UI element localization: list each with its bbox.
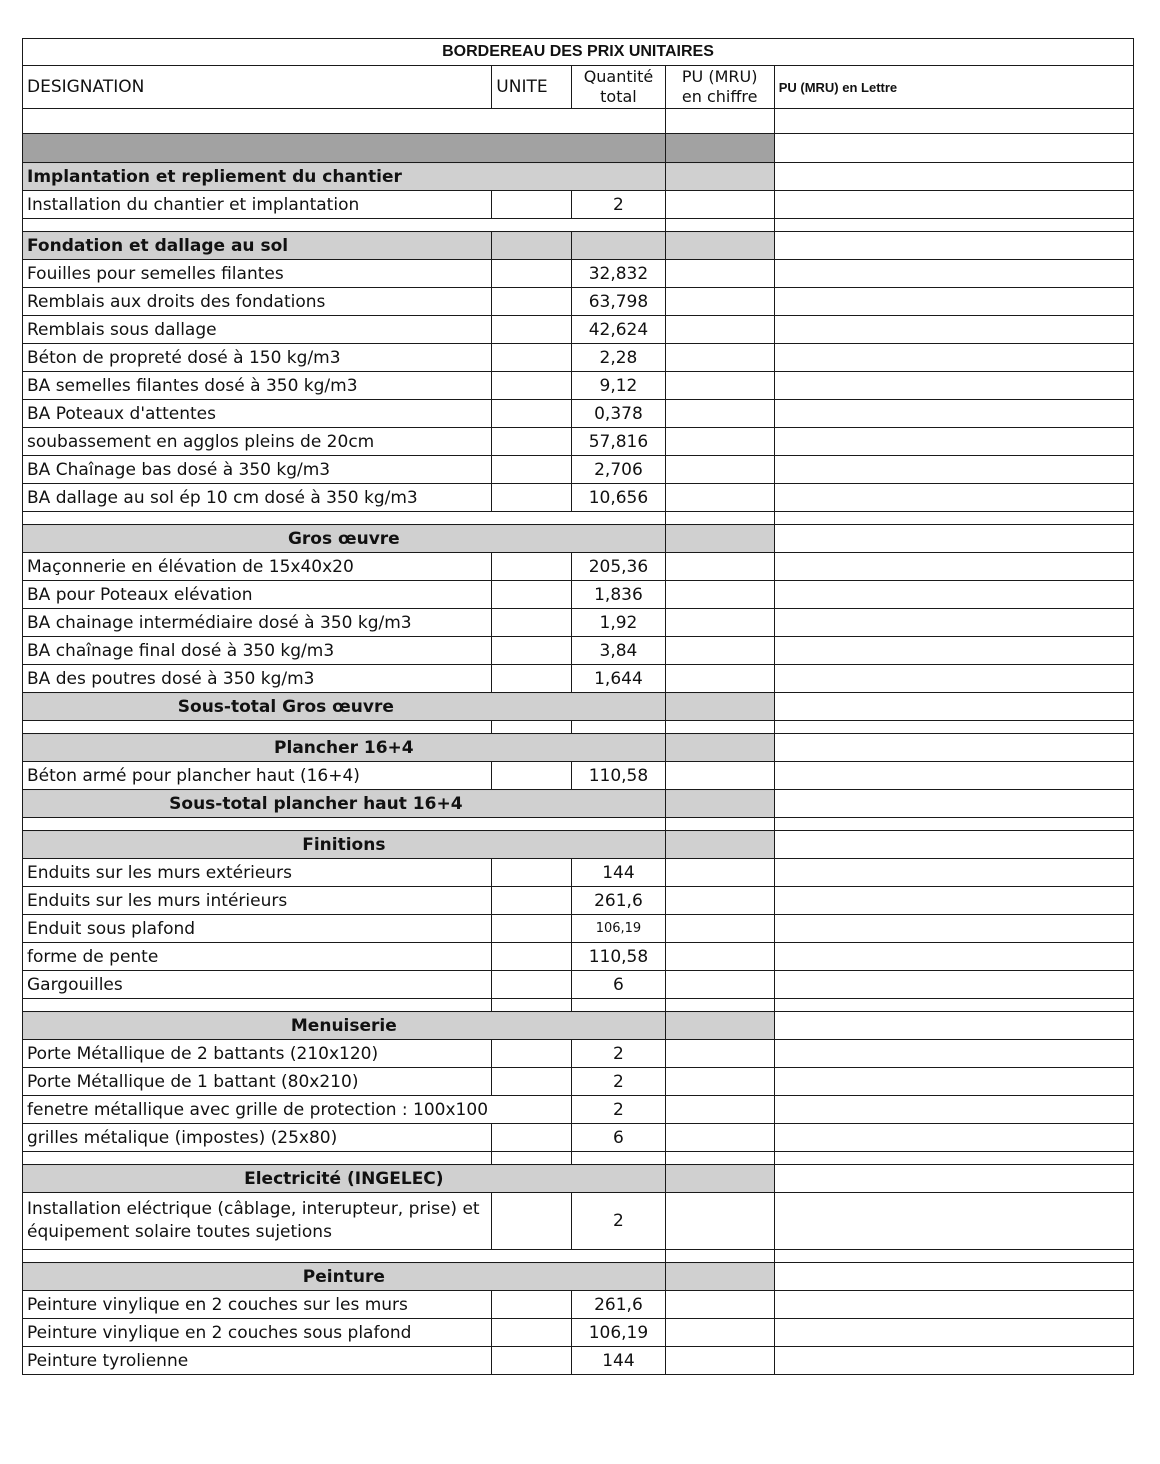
quantite-cell: 57,816 (572, 428, 665, 456)
pu-lettre-cell[interactable] (774, 637, 1133, 665)
quantite-cell: 1,644 (572, 665, 665, 693)
unite-cell[interactable] (492, 887, 572, 915)
bordereau-sheet (22, 38, 1134, 1375)
pu-lettre-cell[interactable] (774, 915, 1133, 943)
designation-cell: Peinture tyrolienne (23, 1347, 492, 1375)
table-row (23, 1319, 1134, 1347)
col-pu-chiffre (665, 66, 774, 109)
designation-cell: Fouilles pour semelles filantes (23, 260, 492, 288)
quantite-cell: 261,6 (572, 887, 665, 915)
section-title: Finitions (23, 831, 666, 859)
designation-cell: Béton armé pour plancher haut (16+4) (23, 762, 492, 790)
table-row (23, 971, 1134, 999)
quantite-cell: 1,92 (572, 609, 665, 637)
unite-cell[interactable] (492, 971, 572, 999)
pu-lettre-cell[interactable] (774, 1096, 1133, 1124)
designation-cell: Gargouilles (23, 971, 492, 999)
quantite-cell: 3,84 (572, 637, 665, 665)
designation-cell: Maçonnerie en élévation de 15x40x20 (23, 553, 492, 581)
pu-lettre-cell[interactable] (774, 609, 1133, 637)
designation-cell: forme de pente (23, 943, 492, 971)
pu-lettre-cell[interactable] (774, 1040, 1133, 1068)
table-row (23, 191, 1134, 219)
section-header-plancher (23, 734, 1134, 762)
pu-chiffre-cell[interactable] (665, 1291, 774, 1319)
section-header-peinture (23, 1263, 1134, 1291)
unite-cell[interactable] (492, 316, 572, 344)
pu-lettre-cell[interactable] (774, 859, 1133, 887)
designation-cell: BA semelles filantes dosé à 350 kg/m3 (23, 372, 492, 400)
subtotal-label: Sous-total plancher haut 16+4 (23, 790, 666, 818)
quantite-cell: 144 (572, 1347, 665, 1375)
pu-chiffre-cell[interactable] (665, 553, 774, 581)
quantite-cell: 144 (572, 859, 665, 887)
table-row (23, 260, 1134, 288)
quantite-cell: 32,832 (572, 260, 665, 288)
quantite-cell: 2 (572, 1096, 665, 1124)
subtotal-row-plancher (23, 790, 1134, 818)
pu-chiffre-cell[interactable] (665, 1040, 774, 1068)
pu-chiffre-cell[interactable] (665, 637, 774, 665)
section-title: Fondation et dallage au sol (23, 232, 492, 260)
pu-chiffre-cell[interactable] (665, 1124, 774, 1152)
designation-cell: Installation eléctrique (câblage, interupteur, prise) et équipement solaire toutes sujetions (23, 1193, 492, 1250)
table-row (23, 400, 1134, 428)
pu-chiffre-cell[interactable] (665, 1096, 774, 1124)
pu-chiffre-cell[interactable] (665, 400, 774, 428)
designation-cell: Peinture vinylique en 2 couches sous plafond (23, 1319, 492, 1347)
pu-chiffre-cell[interactable] (665, 1068, 774, 1096)
pu-chiffre-cell[interactable] (665, 971, 774, 999)
quantite-cell: 110,58 (572, 943, 665, 971)
price-table (22, 38, 1134, 1375)
pu-chiffre-cell[interactable] (665, 428, 774, 456)
designation-cell: soubassement en agglos pleins de 20cm (23, 428, 492, 456)
designation-cell: BA des poutres dosé à 350 kg/m3 (23, 665, 492, 693)
quantite-cell: 2 (572, 191, 665, 219)
unite-cell[interactable] (492, 1291, 572, 1319)
designation-cell: Enduit sous plafond (23, 915, 492, 943)
pu-lettre-cell[interactable] (774, 372, 1133, 400)
subtotal-value[interactable] (665, 693, 774, 721)
pu-chiffre-cell[interactable] (665, 344, 774, 372)
table-row (23, 1068, 1134, 1096)
pu-chiffre-cell[interactable] (665, 887, 774, 915)
pu-lettre-cell[interactable] (774, 260, 1133, 288)
quantite-cell: 63,798 (572, 288, 665, 316)
unite-cell[interactable] (492, 581, 572, 609)
unite-cell[interactable] (492, 665, 572, 693)
col-quantite-l1: Quantité (583, 67, 654, 86)
blank-row (23, 109, 1134, 134)
pu-chiffre-cell[interactable] (665, 859, 774, 887)
designation-cell: Porte Métallique de 2 battants (210x120) (23, 1040, 492, 1068)
quantite-cell: 9,12 (572, 372, 665, 400)
unite-cell[interactable] (492, 1347, 572, 1375)
unite-cell[interactable] (492, 191, 572, 219)
pu-lettre-cell[interactable] (774, 1291, 1133, 1319)
pu-chiffre-cell[interactable] (665, 260, 774, 288)
section-title: Peinture (23, 1263, 666, 1291)
table-row (23, 1291, 1134, 1319)
pu-lettre-cell[interactable] (774, 762, 1133, 790)
pu-lettre-cell[interactable] (774, 665, 1133, 693)
pu-chiffre-cell[interactable] (665, 1193, 774, 1250)
col-designation: DESIGNATION (23, 66, 492, 109)
pu-lettre-cell[interactable] (774, 971, 1133, 999)
quantite-cell: 2 (572, 1068, 665, 1096)
designation-cell: Remblais sous dallage (23, 316, 492, 344)
designation-cell: Porte Métallique de 1 battant (80x210) (23, 1068, 492, 1096)
dark-band-row (23, 134, 1134, 163)
unite-cell[interactable] (492, 943, 572, 971)
section-title: Menuiserie (23, 1012, 666, 1040)
pu-lettre-cell[interactable] (774, 1068, 1133, 1096)
section-header-electricite (23, 1165, 1134, 1193)
section-title: Electricité (INGELEC) (23, 1165, 666, 1193)
pu-chiffre-cell[interactable] (665, 943, 774, 971)
pu-chiffre-cell[interactable] (665, 372, 774, 400)
designation-cell: BA Poteaux d'attentes (23, 400, 492, 428)
table-row (23, 762, 1134, 790)
pu-lettre-cell[interactable] (774, 288, 1133, 316)
unite-cell[interactable] (492, 428, 572, 456)
quantite-cell: 205,36 (572, 553, 665, 581)
table-row (23, 372, 1134, 400)
unite-cell[interactable] (492, 484, 572, 512)
unite-cell[interactable] (492, 400, 572, 428)
pu-lettre-cell[interactable] (774, 553, 1133, 581)
quantite-cell: 6 (572, 1124, 665, 1152)
quantite-cell: 2,28 (572, 344, 665, 372)
unite-cell[interactable] (492, 372, 572, 400)
table-row (23, 553, 1134, 581)
pu-lettre-cell[interactable] (774, 316, 1133, 344)
section-header-gros-oeuvre (23, 525, 1134, 553)
designation-cell: BA chainage intermédiaire dosé à 350 kg/m3 (23, 609, 492, 637)
table-row (23, 344, 1134, 372)
section-title: Plancher 16+4 (23, 734, 666, 762)
quantite-cell: 1,836 (572, 581, 665, 609)
unite-cell[interactable] (492, 456, 572, 484)
table-row (23, 484, 1134, 512)
pu-lettre-cell[interactable] (774, 943, 1133, 971)
table-row (23, 915, 1134, 943)
col-pu-lettre: PU (MRU) en Lettre (774, 66, 1133, 109)
table-row (23, 609, 1134, 637)
table-row (23, 316, 1134, 344)
designation-cell: fenetre métallique avec grille de protection : 100x100 (23, 1096, 572, 1124)
table-row (23, 887, 1134, 915)
designation-cell: Béton de propreté dosé à 150 kg/m3 (23, 344, 492, 372)
unite-cell[interactable] (492, 1040, 572, 1068)
designation-cell: BA pour Poteaux elévation (23, 581, 492, 609)
table-row (23, 1096, 1134, 1124)
pu-lettre-cell[interactable] (774, 1347, 1133, 1375)
pu-lettre-cell[interactable] (774, 400, 1133, 428)
designation-cell: BA Chaînage bas dosé à 350 kg/m3 (23, 456, 492, 484)
unite-cell[interactable] (492, 1319, 572, 1347)
table-row (23, 1347, 1134, 1375)
unite-cell[interactable] (492, 1068, 572, 1096)
unite-cell[interactable] (492, 344, 572, 372)
quantite-cell: 42,624 (572, 316, 665, 344)
unite-cell[interactable] (492, 260, 572, 288)
document-title: BORDEREAU DES PRIX UNITAIRES (23, 39, 1134, 66)
pu-chiffre-cell[interactable] (665, 288, 774, 316)
unite-cell[interactable] (492, 859, 572, 887)
pu-chiffre-cell[interactable] (665, 665, 774, 693)
pu-lettre-cell[interactable] (774, 484, 1133, 512)
header-row (23, 66, 1134, 109)
unite-cell[interactable] (492, 637, 572, 665)
col-quantite (572, 66, 665, 109)
pu-chiffre-cell[interactable] (665, 1319, 774, 1347)
pu-lettre-cell[interactable] (774, 581, 1133, 609)
table-row (23, 428, 1134, 456)
unite-cell[interactable] (492, 762, 572, 790)
quantite-cell: 6 (572, 971, 665, 999)
col-unite: UNITE (492, 66, 572, 109)
designation-cell: Remblais aux droits des fondations (23, 288, 492, 316)
unite-cell[interactable] (492, 1193, 572, 1250)
table-row (23, 1040, 1134, 1068)
quantite-cell: 261,6 (572, 1291, 665, 1319)
title-row (23, 39, 1134, 66)
table-row (23, 288, 1134, 316)
quantite-cell: 10,656 (572, 484, 665, 512)
section-header-menuiserie (23, 1012, 1134, 1040)
table-row (23, 637, 1134, 665)
unite-cell[interactable] (492, 609, 572, 637)
col-pu-chiffre-l2: en chiffre (681, 87, 758, 106)
quantite-cell: 2 (572, 1193, 665, 1250)
designation-cell: Enduits sur les murs intérieurs (23, 887, 492, 915)
pu-chiffre-cell[interactable] (665, 609, 774, 637)
quantite-cell: 2 (572, 1040, 665, 1068)
unite-cell[interactable] (492, 288, 572, 316)
section-title: Implantation et repliement du chantier (23, 163, 666, 191)
designation-cell: BA dallage au sol ép 10 cm dosé à 350 kg/m3 (23, 484, 492, 512)
pu-lettre-cell[interactable] (774, 191, 1133, 219)
pu-chiffre-cell[interactable] (665, 484, 774, 512)
section-header-finitions (23, 831, 1134, 859)
quantite-cell: 0,378 (572, 400, 665, 428)
quantite-cell: 106,19 (572, 915, 665, 943)
pu-chiffre-cell[interactable] (665, 762, 774, 790)
quantite-cell: 2,706 (572, 456, 665, 484)
unite-cell[interactable] (492, 553, 572, 581)
col-quantite-l2: total (600, 87, 637, 106)
subtotal-label: Sous-total Gros œuvre (23, 693, 666, 721)
table-row (23, 1193, 1134, 1250)
table-row (23, 859, 1134, 887)
designation-cell: Peinture vinylique en 2 couches sur les murs (23, 1291, 492, 1319)
pu-lettre-cell[interactable] (774, 1124, 1133, 1152)
unite-cell[interactable] (492, 1124, 572, 1152)
pu-lettre-cell[interactable] (774, 456, 1133, 484)
pu-lettre-cell[interactable] (774, 887, 1133, 915)
pu-chiffre-cell[interactable] (665, 456, 774, 484)
pu-chiffre-cell[interactable] (665, 581, 774, 609)
designation-cell: Enduits sur les murs extérieurs (23, 859, 492, 887)
subtotal-row-gros-oeuvre (23, 693, 1134, 721)
table-row (23, 943, 1134, 971)
pu-lettre-cell[interactable] (774, 1193, 1133, 1250)
unite-cell[interactable] (492, 915, 572, 943)
pu-chiffre-cell[interactable] (665, 191, 774, 219)
col-pu-chiffre-l1: PU (MRU) (681, 67, 758, 86)
quantite-cell: 106,19 (572, 1319, 665, 1347)
section-header-implantation (23, 163, 1134, 191)
pu-chiffre-cell[interactable] (665, 915, 774, 943)
designation-cell: Installation du chantier et implantation (23, 191, 492, 219)
table-row (23, 1124, 1134, 1152)
table-row (23, 581, 1134, 609)
section-title: Gros œuvre (23, 525, 666, 553)
pu-lettre-cell[interactable] (774, 428, 1133, 456)
pu-chiffre-cell[interactable] (665, 316, 774, 344)
designation-cell: grilles métalique (impostes) (25x80) (23, 1124, 492, 1152)
pu-lettre-cell[interactable] (774, 344, 1133, 372)
table-row (23, 665, 1134, 693)
pu-lettre-cell[interactable] (774, 1319, 1133, 1347)
designation-cell: BA chaînage final dosé à 350 kg/m3 (23, 637, 492, 665)
quantite-cell: 110,58 (572, 762, 665, 790)
subtotal-value[interactable] (665, 790, 774, 818)
section-header-fondation (23, 232, 1134, 260)
pu-chiffre-cell[interactable] (665, 1347, 774, 1375)
table-row (23, 456, 1134, 484)
